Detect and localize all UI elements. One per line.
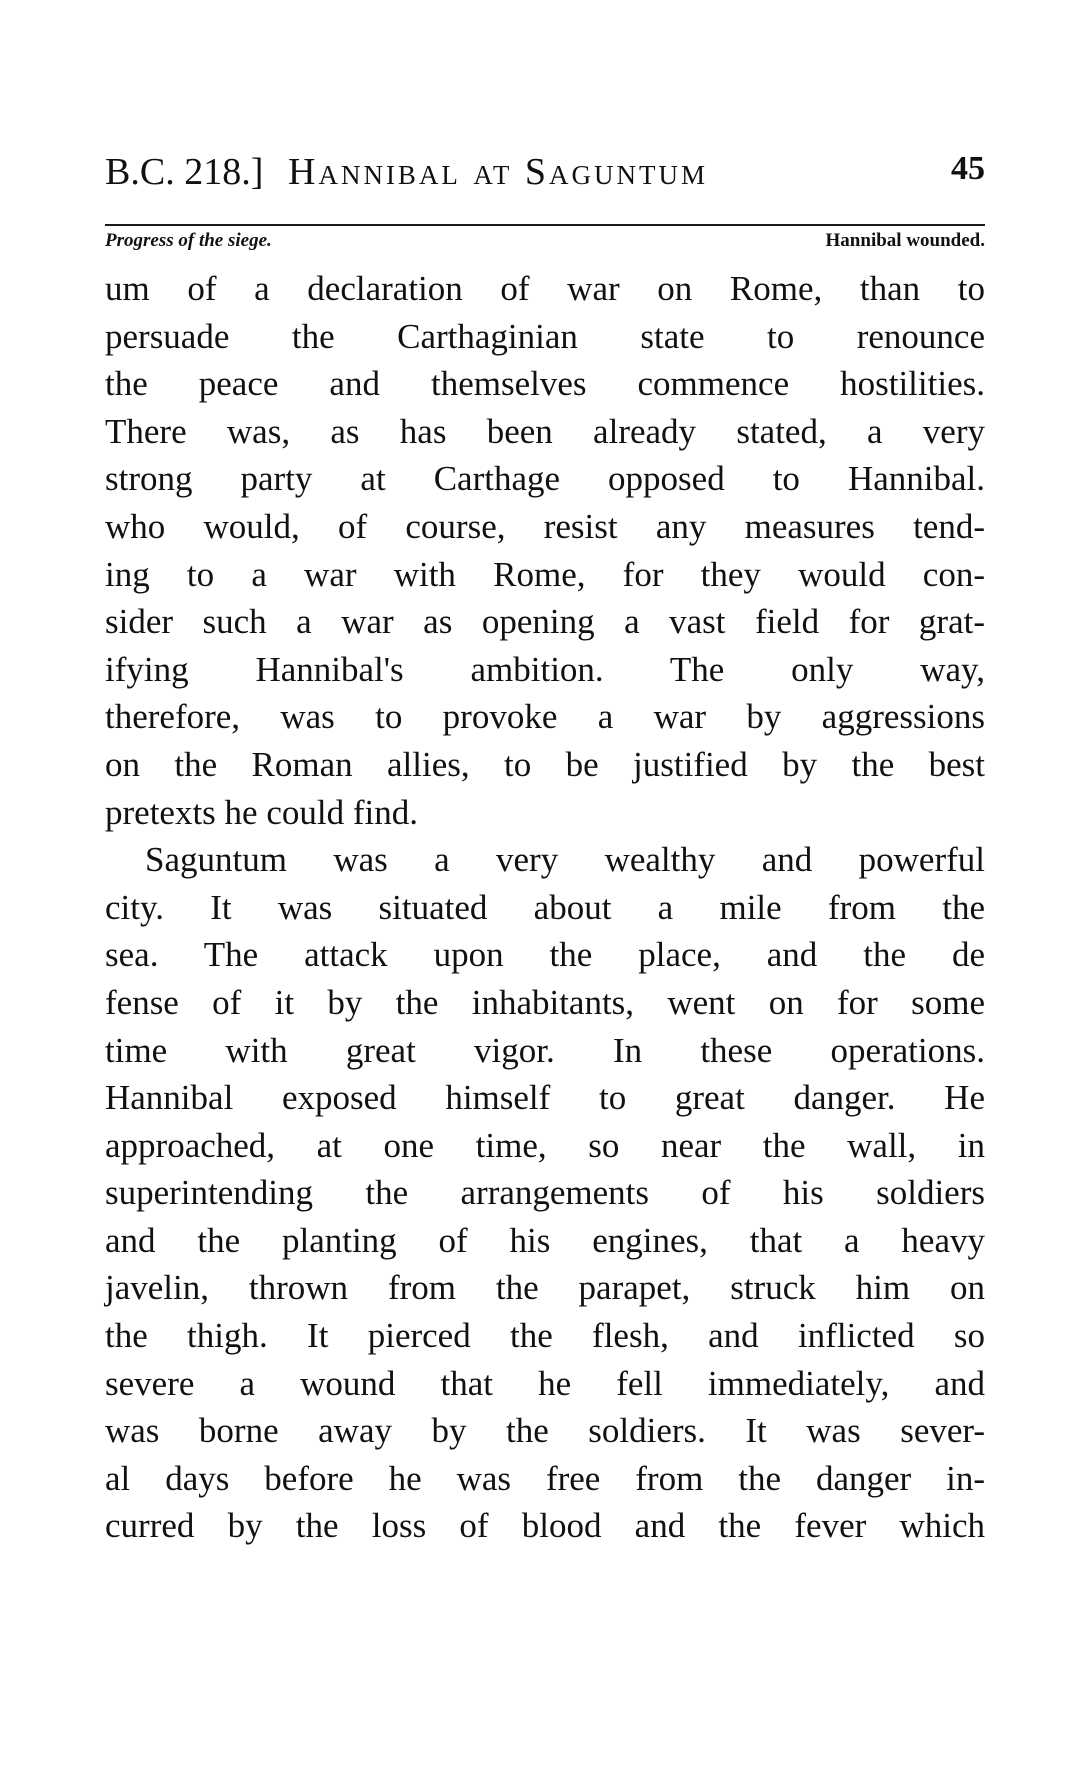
text-line: city. It was situated about a mile from the — [105, 887, 985, 927]
sidenotes — [105, 230, 985, 258]
header-title: Hannibal at Saguntum — [288, 151, 709, 193]
text-line: therefore, was to provoke a war by aggressions — [105, 697, 985, 737]
text-line: on the Roman allies, to be justified by the best — [105, 744, 985, 784]
text-line: curred by the loss of blood and the fever which — [105, 1506, 985, 1546]
text-line: There was, as has been already stated, a very — [105, 411, 985, 451]
text-line: javelin, thrown from the parapet, struck him on — [105, 1268, 985, 1308]
text-line: pretexts he could find. — [105, 792, 418, 832]
text-line: persuade the Carthaginian state to renounce — [105, 316, 985, 356]
text-line: Saguntum was a very wealthy and powerful — [145, 840, 985, 880]
text-line: severe a wound that he fell immediately, and — [105, 1363, 985, 1403]
text-line: fense of it by the inhabitants, went on for some — [105, 982, 985, 1022]
text-line: um of a declaration of war on Rome, than to — [105, 269, 985, 308]
text-line: the thigh. It pierced the flesh, and inflicted so — [105, 1316, 985, 1356]
text-line: Hannibal exposed himself to great danger. He — [105, 1078, 985, 1118]
header-date: B.C. 218.] — [105, 151, 264, 193]
sidenote-left: Progress of the siege. — [105, 230, 272, 251]
text-line: the peace and themselves commence hostilities. — [105, 364, 985, 404]
text-line: ing to a war with Rome, for they would con- — [105, 554, 985, 594]
running-head — [105, 150, 985, 198]
text-line: and the planting of his engines, that a heavy — [105, 1220, 985, 1260]
text-line: approached, at one time, so near the wall, in — [105, 1125, 985, 1165]
page-number: 45 — [951, 150, 985, 187]
text-line: who would, of course, resist any measures tend- — [105, 506, 985, 546]
text-line: was borne away by the soldiers. It was sever- — [105, 1411, 985, 1451]
text-line: strong party at Carthage opposed to Hannibal. — [105, 459, 985, 499]
text-line: superintending the arrangements of his soldiers — [105, 1173, 985, 1213]
text-line: al days before he was free from the danger in- — [105, 1458, 985, 1498]
sidenote-right: Hannibal wounded. — [825, 230, 985, 251]
text-line: ifying Hannibal's ambition. The only way, — [105, 649, 985, 689]
book-page — [105, 150, 985, 1546]
header-rule — [105, 224, 985, 226]
body-text — [105, 265, 985, 1550]
text-line: sider such a war as opening a vast field for grat- — [105, 602, 985, 642]
text-line: time with great vigor. In these operations. — [105, 1030, 985, 1070]
text-line: sea. The attack upon the place, and the de — [105, 935, 985, 975]
